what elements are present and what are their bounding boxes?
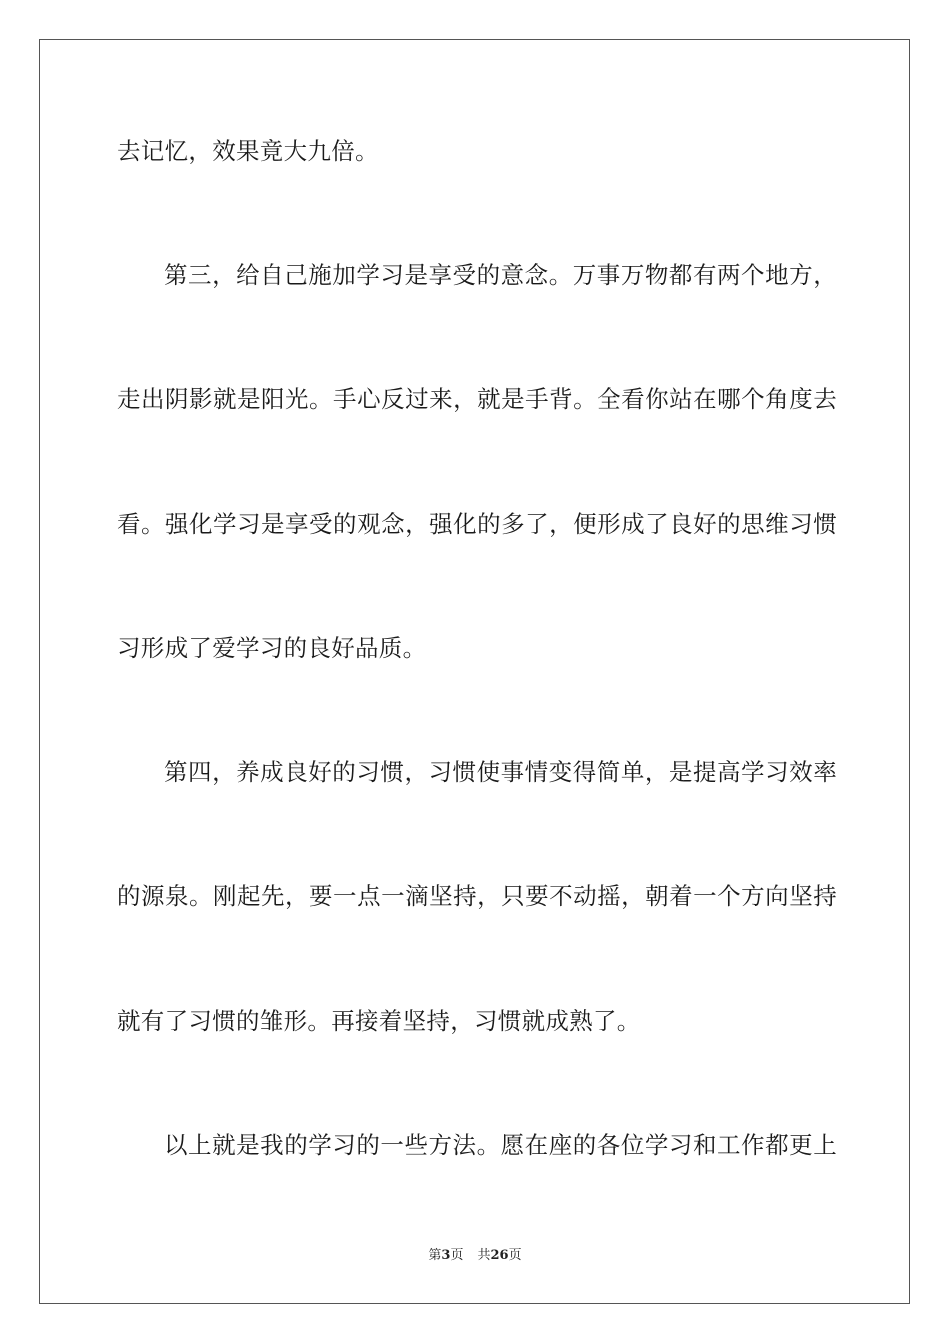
body-text-line: 就有了习惯的雏形。再接着坚持，习惯就成熟了。 bbox=[117, 1007, 641, 1035]
page-suffix: 页 bbox=[450, 1248, 464, 1263]
body-text-line: 走出阴影就是阳光。手心反过来，就是手背。全看你站在哪个角度去 bbox=[117, 385, 837, 413]
body-text-line: 第四，养成良好的习惯，习惯使事情变得简单，是提高学习效率 bbox=[164, 758, 837, 786]
total-suffix: 页 bbox=[508, 1248, 522, 1263]
page-prefix: 第 bbox=[428, 1248, 442, 1263]
total-prefix: 共 bbox=[477, 1248, 491, 1263]
body-text-line: 的源泉。刚起先，要一点一滴坚持，只要不动摇，朝着一个方向坚持 bbox=[117, 882, 837, 910]
current-page-number: 3 bbox=[441, 1248, 451, 1263]
body-text-line: 习形成了爱学习的良好品质。 bbox=[117, 634, 427, 662]
body-text-line: 去记忆，效果竟大九倍。 bbox=[117, 137, 379, 165]
page-border bbox=[39, 39, 910, 1304]
body-text-line: 看。强化学习是享受的观念，强化的多了，便形成了良好的思维习惯 bbox=[117, 510, 837, 538]
body-text-line: 以上就是我的学习的一些方法。愿在座的各位学习和工作都更上 bbox=[164, 1131, 837, 1159]
total-page-count: 26 bbox=[490, 1248, 509, 1263]
body-text-line: 第三，给自己施加学习是享受的意念。万事万物都有两个地方， bbox=[164, 261, 837, 289]
page-footer bbox=[0, 1247, 950, 1265]
